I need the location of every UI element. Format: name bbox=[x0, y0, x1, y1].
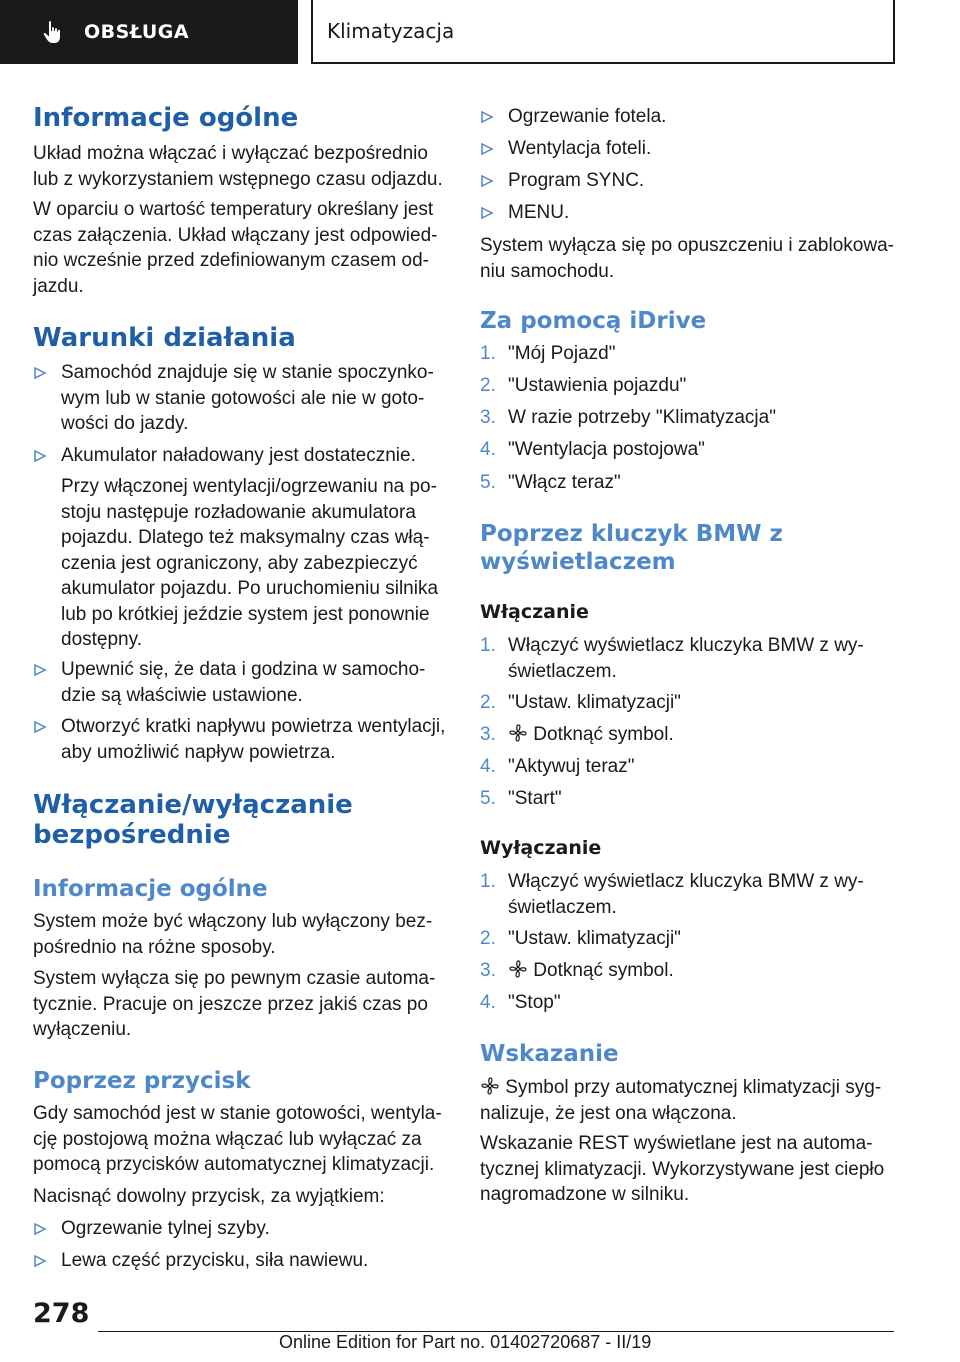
heading-wylaczanie: Wyłączanie bbox=[480, 837, 602, 859]
triangle-bullet-icon bbox=[33, 1222, 47, 1236]
paragraph-system-off: System wyłącza się po opuszczeniu i zablokowa- niu samochodu. bbox=[480, 235, 894, 282]
triangle-bullet-icon bbox=[33, 720, 47, 734]
heading-wlaczanie-wylaczanie: Włączanie/wyłączanie bezpośrednie bbox=[33, 790, 353, 850]
triangle-bullet-icon bbox=[480, 142, 494, 156]
edition-note: Online Edition for Part no. 01402720687 - II/19 bbox=[279, 1332, 652, 1352]
fan-icon bbox=[508, 959, 528, 979]
heading-informacje-ogolne-2: Informacje ogólne bbox=[33, 876, 268, 902]
section-title: OBSŁUGA bbox=[84, 21, 190, 43]
heading-wskazanie: Wskazanie bbox=[480, 1041, 619, 1067]
hand-pointer-icon bbox=[40, 19, 66, 45]
paragraph-button-2: Nacisnąć dowolny przycisk, za wyjątkiem: bbox=[33, 1186, 385, 1207]
triangle-bullet-icon bbox=[33, 663, 47, 677]
paragraph-button-1: Gdy samochód jest w stanie gotowości, wentyla- cję postojową można włączać lub wyłączać za pomocą przycisków automatycznej klimatyzacji. bbox=[33, 1103, 442, 1175]
triangle-bullet-icon bbox=[33, 366, 47, 380]
heading-warunki-dzialania: Warunki działania bbox=[33, 323, 296, 353]
paragraph-display-1: Symbol przy automatycznej klimatyzacji syg- nalizuje, że jest ona włączona. bbox=[480, 1077, 882, 1124]
triangle-bullet-icon bbox=[33, 1254, 47, 1268]
paragraph-info-1: Układ można włączać i wyłączać bezpośrednio lub z wykorzystaniem wstępnego czasu odjazdu. bbox=[33, 143, 443, 190]
fan-icon bbox=[480, 1076, 500, 1096]
heading-za-pomoca-idrive: Za pomocą iDrive bbox=[480, 308, 707, 334]
fan-icon bbox=[508, 723, 528, 743]
heading-poprzez-kluczyk: Poprzez kluczyk BMW z wyświetlaczem bbox=[480, 521, 783, 575]
heading-informacje-ogolne: Informacje ogólne bbox=[33, 103, 299, 133]
paragraph-display-2: Wskazanie REST wyświetlane jest na automa- tycznej klimatyzacji. Wykorzystywane jest ciepło nagromadzone w silniku. bbox=[480, 1133, 885, 1205]
triangle-bullet-icon bbox=[480, 174, 494, 188]
paragraph-info-2: W oparciu o wartość temperatury określany jest czas załączenia. Układ włączany jest odpowied- nio wcześnie przed zdefiniowanym czasem od- jazdu. bbox=[33, 199, 438, 297]
chapter-title: Klimatyzacja bbox=[327, 19, 455, 43]
paragraph-general-2: System wyłącza się po pewnym czasie automa- tycznie. Pracuje on jeszcze przez jakiś czas po wyłączeniu. bbox=[33, 968, 436, 1040]
heading-wlaczanie: Włączanie bbox=[480, 601, 589, 623]
page-number: 278 bbox=[33, 1298, 90, 1329]
section-tab bbox=[0, 0, 298, 64]
paragraph-general-1: System może być włączony lub wyłączony bez- pośrednio na różne sposoby. bbox=[33, 911, 433, 958]
chapter-tab bbox=[311, 0, 895, 64]
triangle-bullet-icon bbox=[480, 110, 494, 124]
triangle-bullet-icon bbox=[480, 206, 494, 220]
heading-poprzez-przycisk: Poprzez przycisk bbox=[33, 1068, 251, 1094]
triangle-bullet-icon bbox=[33, 449, 47, 463]
